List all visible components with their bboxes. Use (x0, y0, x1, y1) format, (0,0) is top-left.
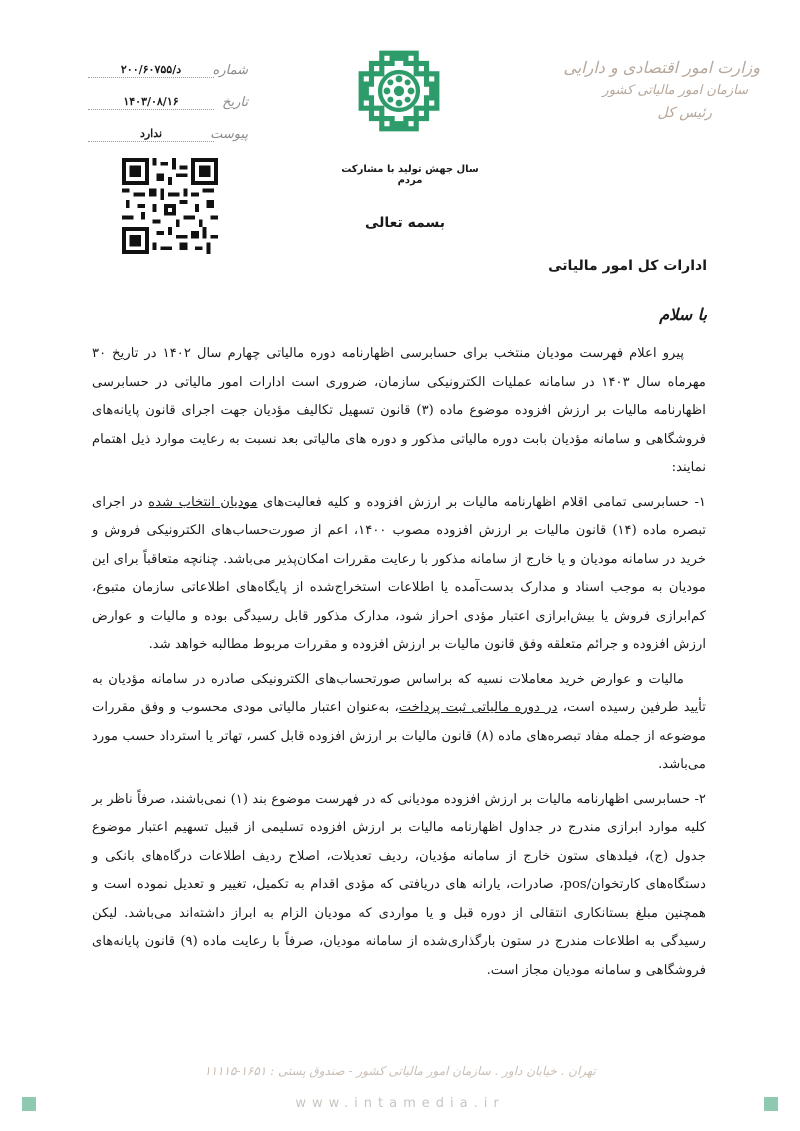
year-slogan: سال جهش تولید با مشارکت مردم (341, 164, 479, 186)
item-1b-underlined: در دوره مالیاتی ثبت پرداخت (398, 700, 558, 715)
letter-body (92, 340, 706, 985)
ministry-header (550, 56, 760, 124)
item-1-text-a: ۱- حسابرسی تمامی اقلام اظهارنامه مالیات بر ارزش افزوده و کلیه فعالیت‌های (257, 494, 706, 510)
recipient-line: ادارات کل امور مالیاتی (548, 258, 707, 274)
item-1b-text-b: ، به‌عنوان اعتبار مالیاتی مودی محسوب و وفق مقررات موضوعه از جمله مفاد تبصره‌های ماده (۸) قانون مالیات بر ارزش افزوده قابل کسر، تهاتر یا استرداد حسب مورد می‌باشد. (92, 700, 707, 772)
letter-attachment-label: پیوست (210, 127, 248, 142)
letter-date-value: ۱۴۰۳/۰۸/۱۶ (88, 95, 214, 110)
footer-address: تهران . خیابان داور . سازمان امور مالیاتی کشور - صندوق پستی : ۱۶۵۱-۱۱۱۱۵ (204, 1064, 596, 1078)
letter-attachment-value: ندارد (88, 127, 214, 142)
intro-paragraph: پیرو اعلام فهرست مودیان منتخب برای حسابرسی اظهارنامه دوره مالیاتی چهارم سال ۱۴۰۲ در تاریخ ۳۰ مهرماه سال ۱۴۰۳ در سامانه عملیات الکترونیکی سازمان، ضروری است ادارات امور مالیاتی در حسابرسی اظهارنامه مالیات بر ارزش افزوده موضوع ماده (۳) قانون تسهیل تکالیف مؤدیان جهت اجرای قانون پایانه‌های فروشگاهی و سامانه مؤدیان بابت دوره مالیاتی مذکور و دوره های مالیاتی بعد نسبت به رعایت موارد ذیل اهتمام نمایند: (92, 346, 706, 475)
letter-attachment-field (88, 122, 248, 142)
letter-number-field (88, 58, 248, 78)
ministry-line-3: رئیس کل (657, 105, 712, 121)
letter-number-label: شماره (212, 63, 248, 78)
ministry-line-1: وزارت امور اقتصادی و دارایی (563, 58, 760, 77)
tax-organization-emblem-icon (356, 48, 442, 134)
footer-right-square-icon (764, 1097, 778, 1111)
footer-website: www.intamedia.ir (295, 1096, 505, 1111)
item-1b-text-a: مالیات و عوارض خرید معاملات نسیه که براساس صورتحساب‌های الکترونیکی صادره در سامانه مؤدیان به تأیید طرفین رسیده است، (92, 671, 706, 715)
item-1-paragraph (92, 489, 706, 660)
item-1-underlined: مودیان انتخاب شده (148, 494, 258, 510)
item-1b-paragraph (92, 666, 706, 780)
letter-number-value: د/۲۰۰/۶۰۷۵۵ (88, 63, 214, 78)
bismillah-heading: بسمه تعالی (364, 215, 446, 231)
qr-code-icon (122, 158, 218, 254)
letter-date-field (88, 90, 248, 110)
letter-date-label: تاریخ (222, 95, 248, 110)
footer-left-square-icon (22, 1097, 36, 1111)
item-2-paragraph: ۲- حسابرسی اظهارنامه مالیات بر ارزش افزوده مودیانی که در فهرست موضوع بند (۱) نمی‌باشند، صرفاً ناظر بر کلیه موارد ابرازی مندرج در جداول اظهارنامه مالیات بر ارزش افزوده تسلیمی از قبیل تسهیم اعتبار موضوع جدول (ج)، فیلدهای ستون خارج از سامانه مؤدیان، ردیف تعدیلات، اصلاح ردیف اطلاعات درگاه‌های بانکی و دستگاه‌های کارتخوان/pos، صادرات، یارانه های دریافتی که مؤدی اقدام به تکمیل، تغییر و تعدیل نموده است و همچنین مبلغ بستانکاری انتقالی از دوره قبل و یا مواردی که مودیان الزام به ابراز داشته‌اند می‌باشد. لیکن رسیدگی به اطلاعات مندرج در ستون بارگذاری‌شده از سامانه مودیان، صرفاً با رعایت ماده (۹) قانون پایانه‌های فروشگاهی و سامانه مودیان مجاز است. (92, 791, 707, 978)
ministry-line-2: سازمان امور مالیاتی کشور (602, 83, 748, 98)
salutation: با سلام (659, 305, 707, 324)
item-1-text-b: در اجرای تبصره ماده (۱۴) قانون مالیات بر ارزش افزوده مصوب ۱۴۰۰، اعم از صورت‌حساب‌های الکترونیکی فروش و خرید در سامانه مودیان و یا خارج از سامانه مذکور با رعایت مقررات امکان‌پذیر می‌باشد. چنانچه متعاقباً برای این مودیان به موجب اسناد و مدارک بدست‌آمده یا اطلاعات استخراج‌شده از پایگاه‌های اطلاعاتی سازمان متبوع، کم‌ابرازی فروش یا بیش‌ابرازی اعتبار مؤدی احراز شود، مدارک مذکور قابل رسیدگی بوده و مالیات و عوارض ارزش افزوده و جرائم متعلقه وفق قانون مالیات بر ارزش افزوده و مقررات مربوط مطالبه خواهد شد. (92, 494, 706, 652)
